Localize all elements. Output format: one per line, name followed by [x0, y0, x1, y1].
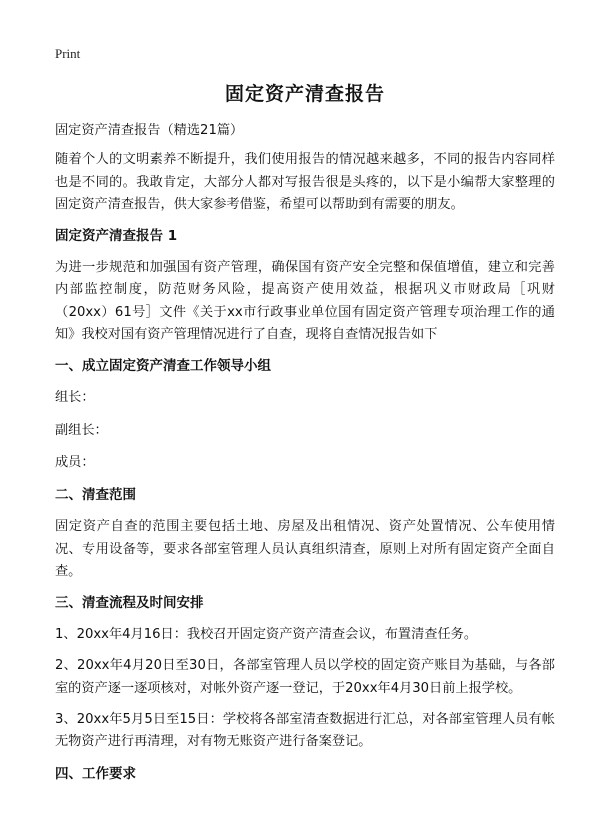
document-subtitle: 固定资产清查报告（精选21篇）: [55, 123, 244, 138]
print-link[interactable]: Print: [55, 46, 81, 61]
document-body: [55, 120, 555, 795]
section3-step2: 2、20xx年4月20日至30日，各部室管理人员以学校的固定资产账目为基础，与各部室的资产逐一逐项核对，对帐外资产逐一登记，于20xx年4月30日前上报学校。: [55, 658, 555, 696]
section2-heading: 二、清查范围: [55, 487, 136, 504]
report-intro-paragraph: 为进一步规范和加强国有资产管理，确保国有资产安全完整和保值增值，建立和完善内部监控制度，防范财务风险，提高资产使用效益，根据巩义市财政局［巩财（20xx）61号］文件《关于xx市行政事业单位国有固定资产管理专项治理工作的通知》我校对国有资产管理情况进行了自查，现将自查情况报告如下: [55, 260, 555, 343]
section2-paragraph: 固定资产自查的范围主要包括土地、房屋及出租情况、资产处置情况、公车使用情况、专用设备等，要求各部室管理人员认真组织清查，原则上对所有固定资产全面自查。: [55, 519, 555, 579]
page-title: 固定资产清查报告: [224, 83, 385, 105]
section4-heading: 四、工作要求: [55, 765, 136, 782]
section3-step1: 1、20xx年4月16日：我校召开固定资产资产清查会议，布置清查任务。: [55, 627, 478, 643]
report-heading: 固定资产清查报告 1: [55, 228, 178, 245]
section3-heading: 三、清查流程及时间安排: [55, 595, 204, 612]
leader-field: 组长：: [55, 390, 95, 406]
section3-step3: 3、20xx年5月5日至15日：学校将各部室清查数据进行汇总，对各部室管理人员有帐无物资产进行再清理，对有物无账资产进行备案登记。: [55, 712, 555, 750]
deputy-field: 副组长：: [55, 422, 108, 438]
intro-paragraph: 随着个人的文明素养不断提升，我们使用报告的情况越来越多，不同的报告内容同样也是不同的。我敢肯定，大部分人都对写报告很是头疼的，以下是小编帮大家整理的固定资产清查报告，供大家参考借鉴，希望可以帮助到有需要的朋友。: [55, 152, 555, 212]
members-field: 成员：: [55, 454, 95, 470]
section1-heading: 一、成立固定资产清查工作领导小组: [55, 358, 271, 375]
